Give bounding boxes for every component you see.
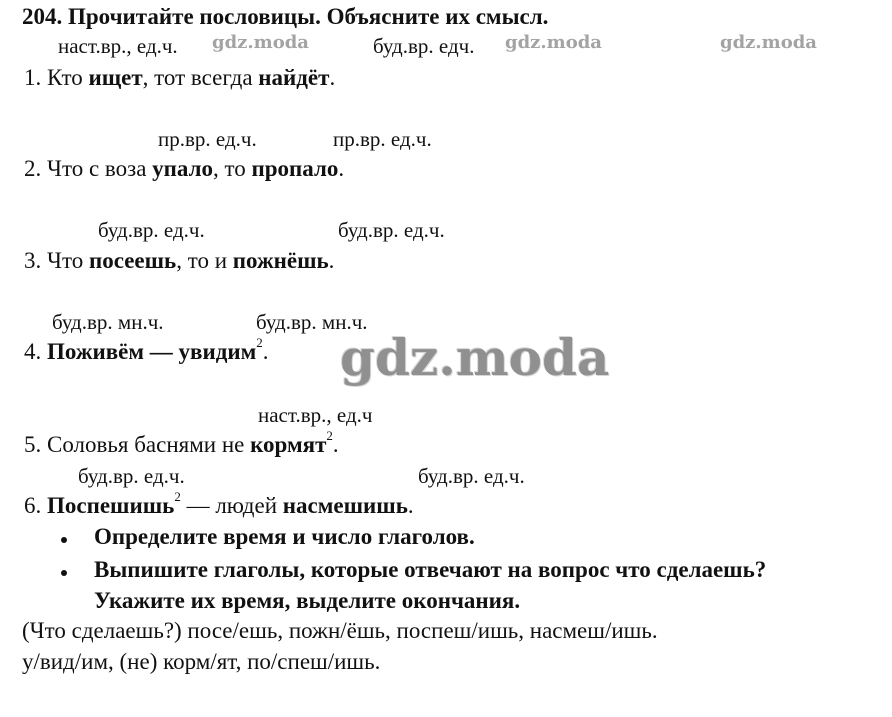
watermark-small-2: gdz.moda bbox=[505, 32, 602, 53]
proverb-number: 5. bbox=[24, 432, 42, 457]
verb: посеешь bbox=[88, 248, 177, 273]
answer-line-2: у/вид/им, (не) корм/ят, по/спеш/ишь. bbox=[22, 649, 381, 674]
verb: насмешишь bbox=[282, 493, 408, 518]
proverb-number: 6. bbox=[24, 493, 42, 518]
proverb-number: 4. bbox=[24, 339, 42, 364]
proverb-4: 4. Поживём — увидим$^2$. bbox=[24, 335, 269, 364]
annotation-1a: наст.вр., ед.ч. bbox=[58, 34, 178, 58]
verb: пожнёшь bbox=[232, 248, 329, 273]
watermark-large: gdz.moda bbox=[340, 328, 610, 387]
proverb-number: 1. bbox=[24, 65, 42, 90]
bullet-icon bbox=[61, 537, 67, 543]
verb: Поспешишь bbox=[47, 493, 175, 518]
proverb-6: 6. Поспешишь$^2$ — людей насмешишь. bbox=[24, 489, 414, 518]
footnote-mark: 2 bbox=[256, 335, 263, 350]
verb: упало bbox=[152, 156, 214, 181]
annotation-2b: пр.вр. ед.ч. bbox=[333, 127, 432, 151]
annotation-3b: буд.вр. ед.ч. bbox=[338, 218, 445, 242]
task-1: Определите время и число глаголов. bbox=[94, 524, 475, 549]
annotation-4b: буд.вр. мн.ч. bbox=[256, 310, 368, 334]
exercise-title: 204. Прочитайте пословицы. Объясните их смысл. bbox=[22, 4, 549, 29]
proverb-5: 5. Соловья баснями не кормят$^2$. bbox=[24, 428, 339, 457]
annotation-5a: наст.вр., ед.ч bbox=[258, 403, 373, 427]
proverb-1: 1. Кто ищет, тот всегда найдёт. bbox=[24, 65, 336, 90]
verb: найдёт bbox=[258, 65, 330, 90]
verb: кормят bbox=[250, 432, 327, 457]
annotation-4a: буд.вр. мн.ч. bbox=[52, 310, 164, 334]
bullet-icon bbox=[61, 570, 67, 576]
annotation-2a: пр.вр. ед.ч. bbox=[158, 127, 257, 151]
task-2: Выпишите глаголы, которые отвечают на вопрос что сделаешь? bbox=[94, 557, 767, 582]
verb: ищет bbox=[88, 65, 143, 90]
verb: Поживём — увидим bbox=[47, 339, 257, 364]
annotation-1b: буд.вр. едч. bbox=[373, 34, 475, 58]
footnote-mark: 2 bbox=[326, 428, 333, 443]
proverb-number: 2. bbox=[24, 156, 42, 181]
footnote-mark: 2 bbox=[174, 489, 181, 504]
verb: пропало bbox=[251, 156, 339, 181]
proverb-3: 3. Что посеешь, то и пожнёшь. bbox=[24, 248, 335, 273]
annotation-6a: буд.вр. ед.ч. bbox=[78, 464, 185, 488]
watermark-small-3: gdz.moda bbox=[720, 32, 817, 53]
proverb-2: 2. Что с воза упало, то пропало. bbox=[24, 156, 345, 181]
proverb-number: 3. bbox=[24, 248, 42, 273]
task-2-continued: Укажите их время, выделите окончания. bbox=[94, 588, 521, 613]
answer-line-1: (Что сделаешь?) посе/ешь, пожн/ёшь, поспеш/ишь, насмеш/ишь. bbox=[22, 618, 658, 643]
watermark-small-1: gdz.moda bbox=[212, 32, 309, 53]
annotation-6b: буд.вр. ед.ч. bbox=[418, 464, 525, 488]
annotation-3a: буд.вр. ед.ч. bbox=[98, 218, 205, 242]
